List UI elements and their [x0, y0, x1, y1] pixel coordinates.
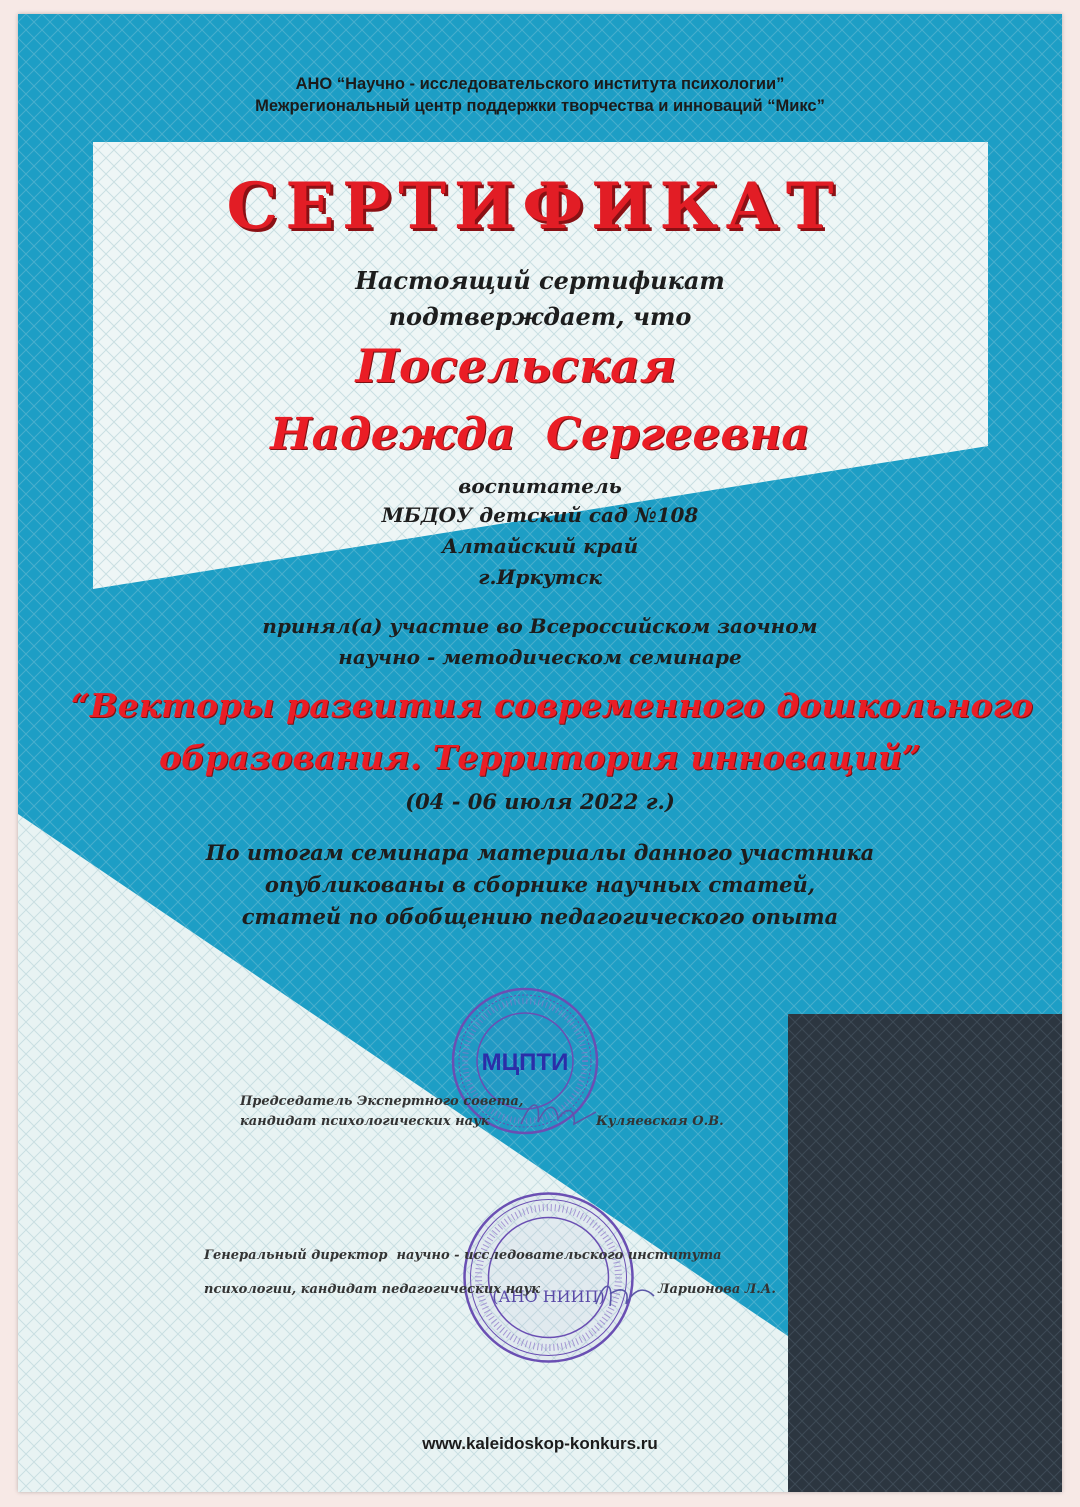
institute-stamp-abbr: (АНО НИИП): [492, 1287, 605, 1306]
director-signature: [590, 1276, 660, 1314]
chair-signature-stroke: [521, 1105, 596, 1124]
chair-title-line2: кандидат психологических наук: [240, 1114, 490, 1129]
certificate: [18, 14, 1062, 1492]
navy-lattice: [788, 1014, 1062, 1492]
recipient-given-names: Надежда Сергеевна: [270, 409, 810, 460]
chair-name: Куляевская О.В.: [596, 1114, 724, 1129]
seminar-title-line2: образования. Территория инноваций”: [159, 738, 921, 777]
footer-website[interactable]: www.kaleidoskop-konkurs.ru: [422, 1434, 658, 1453]
recipient-city: г.Иркутск: [478, 565, 602, 589]
director-signature-stroke: [596, 1286, 654, 1306]
org-name-line1: АНО “Научно - исследовательского института психологии”: [295, 75, 785, 93]
intro-line2: подтверждает, что: [388, 302, 692, 331]
director-title-line1: Генеральный директор научно - исследовательского института: [204, 1248, 722, 1263]
intro-line1: Настоящий сертификат: [355, 266, 725, 295]
org-name-line2: Межрегиональный центр поддержки творчества и инноваций “Микс”: [255, 97, 825, 115]
chair-title-line1: Председатель Экспертного совета,: [240, 1094, 524, 1109]
recipient-region: Алтайский край: [441, 534, 639, 558]
participation-line1: принял(а) участие во Всероссийском заочном: [262, 614, 818, 638]
recipient-organization: МБДОУ детский сад №108: [381, 503, 699, 527]
center-stamp-abbr: МЦПТИ: [481, 1049, 569, 1076]
seminar-dates: (04 - 06 июля 2022 г.): [405, 789, 675, 814]
seminar-title-line1: “Векторы развития современного дошкольного: [70, 686, 1034, 725]
recipient-position: воспитатель: [458, 474, 622, 498]
chair-signature: [516, 1094, 606, 1134]
certificate-title: СЕРТИФИКАТ: [226, 169, 842, 244]
publication-line3: статей по обобщению педагогического опыта: [241, 904, 839, 929]
recipient-surname: Посельская: [355, 339, 677, 393]
director-name: Ларионова Л.А.: [658, 1282, 776, 1297]
publication-line1: По итогам семинара материалы данного участника: [205, 840, 875, 865]
participation-line2: научно - методическом семинаре: [338, 645, 742, 669]
director-title-line2: психологии, кандидат педагогических наук: [204, 1282, 541, 1297]
publication-line2: опубликованы в сборнике научных статей,: [264, 872, 816, 897]
